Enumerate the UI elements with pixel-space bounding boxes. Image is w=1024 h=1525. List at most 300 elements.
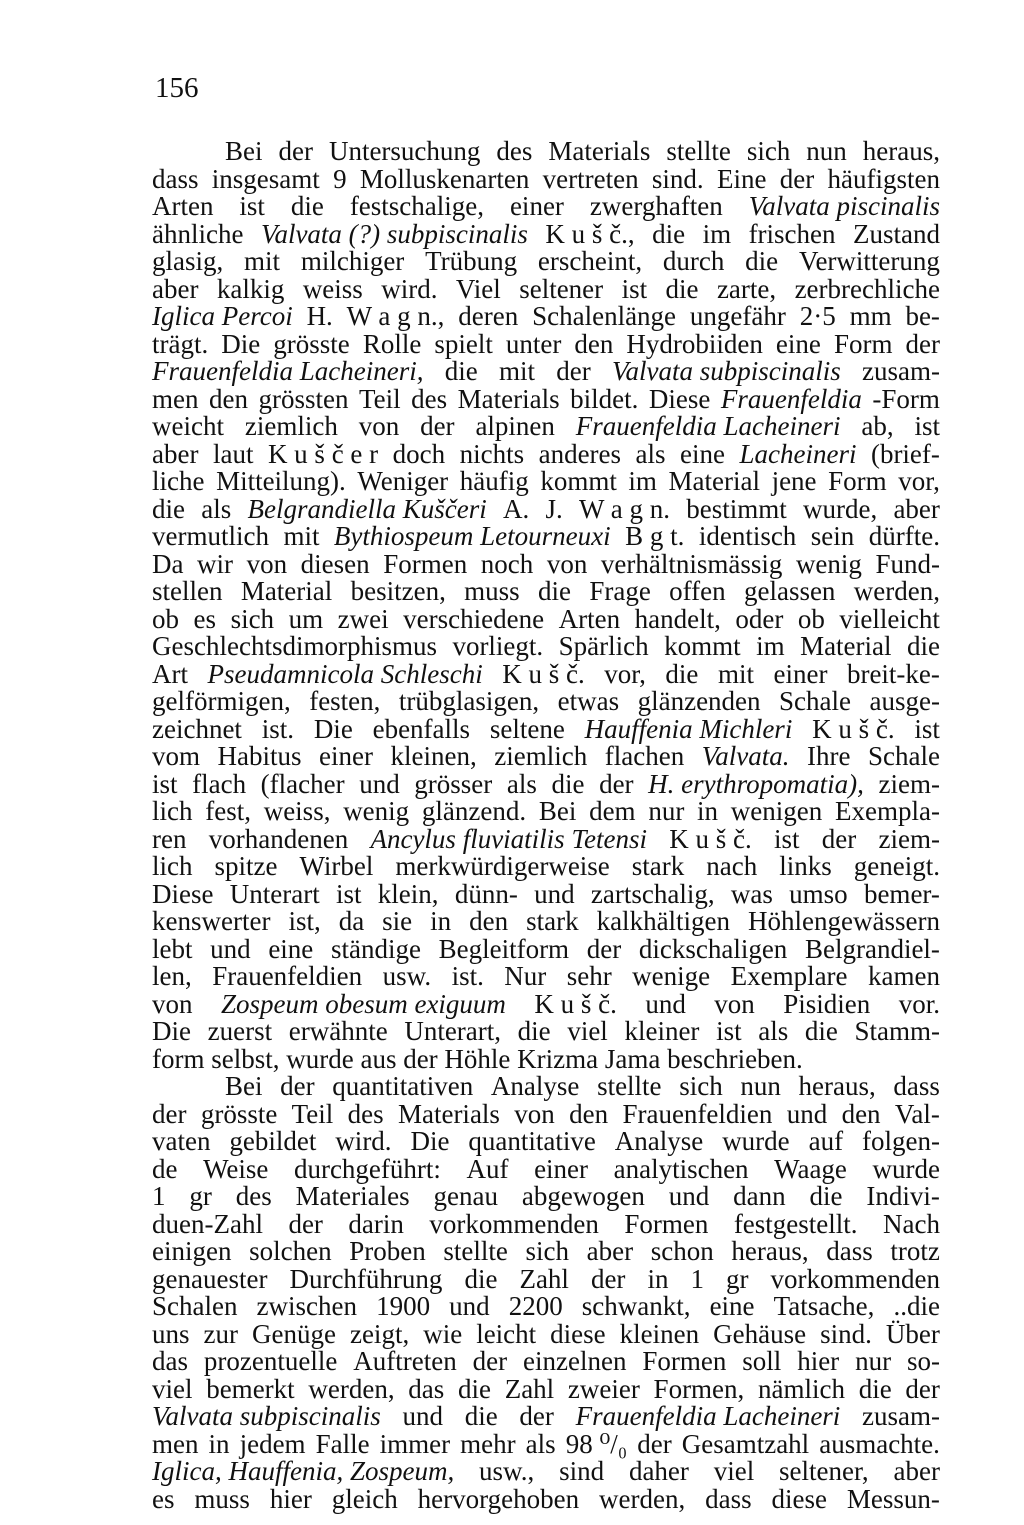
text-word: der (905, 1373, 940, 1404)
text-word: vom (152, 741, 201, 771)
text-word: werden, (598, 1483, 686, 1514)
text-word: den (574, 328, 614, 359)
text-word: mit (498, 356, 535, 386)
text-word: stark (631, 851, 685, 881)
text-word: Die (152, 1016, 191, 1046)
text-word: der (519, 1401, 554, 1431)
text-word: Gesamtzahl (681, 1428, 810, 1459)
text-word: Belgrandiel- (804, 933, 940, 964)
text-word: etwas (557, 686, 620, 716)
text-word: Zahl (519, 1263, 569, 1294)
text-word: ausge- (869, 686, 940, 716)
text-word: Höhlengewässern (748, 906, 940, 936)
text-word: W a g n. (578, 493, 670, 524)
text-word: werden, (853, 576, 940, 606)
italic-taxon-name: Zospeum obesum exiguum (220, 988, 506, 1019)
text-word: kalkhältigen (596, 906, 731, 936)
italic-taxon-name: Iglica, Hauffenia, Zospeum, (152, 1456, 455, 1486)
text-word: usw., (479, 1456, 535, 1486)
body-text (152, 138, 940, 1513)
text-word: vor. (898, 988, 940, 1019)
text-word: der (590, 1263, 626, 1294)
italic-taxon-name: Valvata subpiscinalis (612, 356, 841, 386)
text-word: hervorgehoben (417, 1483, 580, 1514)
text-word: duen-Zahl (152, 1208, 263, 1239)
text-word: len, (152, 961, 192, 991)
text-word: vorliegt. (452, 631, 544, 661)
text-word: von (152, 988, 193, 1019)
text-word: auf (808, 1126, 844, 1156)
text-word: ist. (261, 713, 295, 744)
text-line (152, 1403, 940, 1431)
text-word: ob (152, 603, 179, 634)
text-word: aber (893, 493, 940, 524)
text-word: der (821, 823, 857, 854)
text-line (152, 1208, 940, 1239)
text-word: sich (746, 136, 791, 166)
text-word: die (290, 191, 324, 221)
text-word: quantitative (468, 1126, 596, 1156)
text-word: Nur (504, 961, 547, 991)
text-word: Form (828, 466, 887, 496)
text-word: den (841, 1098, 881, 1129)
text-word: merkwürdigerweise (395, 851, 610, 881)
text-word: ren (152, 823, 187, 854)
text-word: ist (152, 768, 178, 799)
text-word: vertreten (542, 163, 639, 194)
text-line (152, 248, 940, 276)
text-word: kleinen, (390, 741, 477, 771)
text-line (152, 1458, 940, 1486)
text-word: wird. (335, 1126, 392, 1156)
text-word: deren (458, 301, 519, 331)
text-word: Frage (589, 576, 651, 606)
paragraph-first-line (152, 1073, 940, 1101)
text-word: Durchführung (289, 1263, 443, 1294)
text-word: Arten (558, 603, 621, 634)
italic-taxon-name: Bythiospeum Letourneuxi (333, 521, 611, 551)
text-word: der (280, 1071, 315, 1101)
text-word: kommt (664, 631, 741, 661)
text-word: Genüge (252, 1318, 336, 1349)
text-word: ausmachte. (819, 1428, 940, 1459)
text-word: die (804, 1016, 838, 1046)
italic-taxon-name: Iglica Percoi (152, 301, 293, 331)
text-word: Nach (883, 1208, 940, 1239)
text-word: einigen (152, 1236, 232, 1266)
text-word: grössten (258, 383, 349, 414)
text-word: dass (152, 163, 199, 194)
text-word: schwankt, (581, 1291, 691, 1321)
text-word: weicht (152, 411, 224, 441)
text-word: vorhandenen (208, 823, 349, 854)
text-word: von (514, 1098, 555, 1129)
text-word: Diese (152, 878, 214, 909)
text-line (152, 963, 940, 991)
text-word: sehr (566, 961, 612, 991)
text-word: zwischen (256, 1291, 358, 1321)
text-word: glänzend. (421, 796, 527, 826)
text-word: im (756, 631, 785, 661)
text-line (152, 1483, 940, 1514)
text-word: als (635, 438, 666, 469)
text-word: jene (771, 466, 817, 496)
text-word: ständige (330, 933, 421, 964)
text-word: es (193, 603, 217, 634)
text-word: muss (464, 576, 520, 606)
text-word: es (152, 1483, 175, 1514)
text-word: wie (423, 1318, 463, 1349)
text-word: 1900 (376, 1291, 431, 1321)
text-word: seltener (519, 273, 604, 304)
text-word: ist (336, 878, 362, 909)
text-word: anderes (538, 438, 622, 469)
text-word: weiss (302, 273, 363, 304)
text-line (152, 468, 940, 496)
text-word: Formen (624, 1208, 709, 1239)
text-word: soll (742, 1346, 782, 1376)
text-word: wenigen (730, 796, 823, 826)
text-word: Untersuchung (328, 136, 481, 166)
text-word: zartschalig, (590, 878, 715, 909)
text-word: zwei (337, 603, 389, 634)
text-line (152, 413, 940, 441)
text-word: sind. (651, 163, 704, 194)
text-line (152, 1128, 940, 1156)
text-word: grösser (414, 768, 493, 799)
text-word: ist (716, 1016, 742, 1046)
text-word: bemerkt (206, 1373, 295, 1404)
text-word: B g t. (625, 521, 685, 551)
text-word: der (152, 1098, 187, 1129)
text-word: geneigt. (853, 851, 940, 881)
text-word: und (210, 933, 251, 964)
italic-taxon-name: Frauenfeldia Lacheineri (575, 411, 841, 441)
text-word: dass (893, 1071, 940, 1101)
text-word: nämlich (758, 1373, 845, 1404)
text-word: Teil (291, 1098, 334, 1129)
text-word: Exempla- (835, 796, 940, 826)
text-word: nun (740, 1071, 781, 1101)
text-line (152, 713, 940, 744)
text-word: kleiner (624, 1016, 700, 1046)
text-word: Die (410, 1126, 450, 1156)
italic-taxon-name: Hauffenia Michleri (584, 713, 793, 744)
text-word: sich (525, 1236, 570, 1266)
text-word: durch (662, 246, 725, 276)
text-word: unter (505, 328, 562, 359)
text-word: Stamm- (854, 1016, 940, 1046)
text-word: umso (789, 878, 848, 909)
text-word: men (152, 1428, 199, 1459)
text-line (152, 273, 940, 304)
text-word: ziem- (878, 823, 940, 854)
text-word: ebenfalls (372, 713, 471, 744)
text-word: sich (230, 603, 275, 634)
text-word: (flacher (260, 768, 345, 799)
text-word: Trübung (425, 246, 518, 276)
text-word: Schalen (152, 1291, 238, 1321)
text-word: sie (382, 906, 413, 936)
text-word: um (288, 603, 324, 634)
text-word: zeigt, (349, 1318, 410, 1349)
text-word: Rolle (362, 328, 422, 359)
text-word: Art (152, 658, 188, 689)
text-word: stellte (666, 136, 731, 166)
text-word: seltene (489, 713, 565, 744)
text-word: Fund- (875, 548, 940, 579)
text-word: Form (833, 328, 893, 359)
text-word: K u š č. (534, 988, 617, 1019)
text-word: Die (313, 713, 353, 744)
text-word: aber (893, 1456, 940, 1486)
text-word: wir (197, 548, 234, 579)
text-word: in (208, 1428, 230, 1459)
text-word: der (556, 356, 591, 386)
text-word: spielt (434, 328, 493, 359)
text-word: Zahl (504, 1373, 555, 1404)
text-line (152, 768, 940, 799)
text-word: da (338, 906, 365, 936)
text-line (152, 303, 940, 331)
text-word: die (745, 246, 779, 276)
text-word: dem (589, 796, 636, 826)
text-word: heraus, (731, 1236, 809, 1266)
text-word: Auftreten (353, 1346, 457, 1376)
text-line (152, 493, 940, 524)
text-word: Frauenfeldien (622, 1098, 773, 1129)
text-word: stellen (152, 576, 223, 606)
text-word: lebt (152, 933, 193, 964)
text-word: handelt, (634, 603, 721, 634)
text-line (152, 438, 940, 469)
text-word: der (637, 1428, 672, 1459)
text-word: ist (239, 191, 265, 221)
text-word: Teil (359, 383, 401, 414)
text-word: lich (152, 851, 193, 881)
text-word: als (506, 768, 537, 799)
text-word: offen (669, 576, 726, 606)
text-word: die (809, 1181, 843, 1211)
text-word: Weniger (357, 466, 449, 496)
text-word: K u š č. (502, 658, 585, 689)
text-word: erscheint, (537, 246, 643, 276)
text-word: einer (773, 658, 828, 689)
text-word: Material (668, 466, 760, 496)
text-word: das (408, 1373, 445, 1404)
text-word: Exemplare (730, 961, 848, 991)
text-word: wenig (795, 548, 862, 579)
text-word: Bei (225, 136, 263, 166)
text-word: die (538, 576, 572, 606)
text-word: Bei (225, 1071, 263, 1101)
italic-taxon-name: Valvata subpiscinalis (152, 1401, 381, 1431)
text-word: viel (152, 1373, 193, 1404)
text-word: die (464, 1263, 498, 1294)
text-word: Ihre (807, 741, 851, 771)
text-word: Über (885, 1318, 940, 1349)
text-line (152, 1153, 940, 1184)
text-word: Die (221, 328, 261, 359)
text-word: kenswerter (152, 906, 271, 936)
page-number: 156 (155, 72, 199, 104)
text-word: nichts (459, 438, 525, 469)
text-word: ungefähr (689, 301, 786, 331)
text-word: und (402, 1401, 443, 1431)
text-word: fest, (205, 796, 251, 826)
text-word: mit (283, 521, 320, 551)
text-word: sind (559, 1456, 605, 1486)
text-word: muss (194, 1483, 250, 1514)
text-word: nur (648, 796, 685, 826)
text-word: festgestellt. (733, 1208, 858, 1239)
text-word: festen, (309, 686, 381, 716)
text-word: heraus, (798, 1071, 876, 1101)
text-word: mit (717, 658, 754, 689)
text-word: Analyse (614, 1126, 704, 1156)
text-word: genauester (152, 1263, 268, 1294)
text-word: wenige (632, 961, 711, 991)
text-word: trägt. (152, 328, 209, 359)
text-word: dass (705, 1483, 752, 1514)
text-word: Schale (779, 686, 851, 716)
text-word: gr (726, 1263, 749, 1294)
text-word: Habitus (217, 741, 302, 771)
text-word: aber (586, 1236, 634, 1266)
text-word: Weise (203, 1153, 269, 1184)
text-word: aber (152, 438, 199, 469)
text-word: Materiales (295, 1181, 410, 1211)
text-word: Viel (455, 273, 501, 304)
text-line (152, 1098, 940, 1129)
text-word: dürfte. (868, 521, 940, 551)
text-line (152, 193, 940, 221)
text-word: H. (306, 301, 333, 331)
text-line (152, 798, 940, 826)
text-word: klein, (377, 878, 439, 909)
text-word: identisch (698, 521, 797, 551)
text-word: als (758, 1016, 789, 1046)
text-word: und (449, 1291, 490, 1321)
text-word: K u š č., (545, 218, 635, 249)
text-line (152, 908, 940, 936)
text-word: trotz (890, 1236, 940, 1266)
text-word: ..die (893, 1291, 940, 1321)
text-word: links (779, 851, 832, 881)
paragraph-first-line (152, 138, 940, 166)
text-word: die (665, 658, 699, 689)
text-word: ist, (288, 906, 321, 936)
text-line (152, 328, 940, 359)
text-word: seltener, (779, 1456, 869, 1486)
text-line (152, 383, 940, 414)
text-word: ist (914, 411, 940, 441)
text-word: und (786, 1098, 828, 1129)
text-word: Frauenfeldien (212, 961, 363, 991)
text-word: dünn- (454, 878, 518, 909)
text-word: vorkommenden (770, 1263, 940, 1294)
text-word: die (551, 768, 585, 799)
text-line (152, 933, 940, 964)
text-word: oder (735, 603, 784, 634)
text-word: heraus, (862, 136, 940, 166)
text-line (152, 1293, 940, 1321)
text-word: milchiger (300, 246, 405, 276)
text-word: verschiedene (403, 603, 545, 634)
text-word: in (697, 796, 719, 826)
text-word: gelassen (743, 576, 836, 606)
text-word: 9 (333, 163, 347, 194)
text-word: Eine (716, 163, 767, 194)
text-word: viel (713, 1456, 755, 1486)
text-word: die (907, 631, 940, 661)
text-word: doch (392, 438, 446, 469)
text-word: sich (679, 1071, 723, 1101)
text-word: grösste (200, 1098, 278, 1129)
text-word: zwerghaften (589, 191, 723, 221)
text-line (152, 1373, 940, 1404)
text-word: gleich (331, 1483, 398, 1514)
text-word: uns (152, 1318, 190, 1349)
text-word: Formen (642, 1346, 727, 1376)
text-word: nur (855, 1346, 892, 1376)
text-word: die (152, 493, 185, 524)
text-line (152, 1238, 940, 1266)
text-word: vor, (604, 658, 646, 689)
text-word: vorkommenden (429, 1208, 599, 1239)
text-word: aber (152, 273, 199, 304)
text-word: festschalige, (349, 191, 485, 221)
text-word: Spärlich (558, 631, 649, 661)
text-word: gelförmigen, (152, 686, 291, 716)
text-word: nun (806, 136, 847, 166)
text-word: der (779, 163, 815, 194)
text-word: hier (269, 1483, 312, 1514)
text-word: eine (709, 1291, 755, 1321)
text-word: (brief- (870, 438, 940, 469)
text-word: häufigsten (827, 163, 940, 194)
text-word: gr (189, 1181, 212, 1211)
text-word: und (645, 988, 686, 1019)
text-word: die (458, 1373, 491, 1404)
text-word: stellte (443, 1236, 508, 1266)
text-word: der (599, 768, 634, 799)
text-word: diesen (300, 548, 370, 579)
text-line (152, 743, 940, 771)
text-word: K u š č e r (267, 438, 379, 469)
text-word: im (702, 218, 732, 249)
italic-taxon-name: Frauenfeldia Lacheineri (575, 1401, 841, 1431)
text-word: des (411, 383, 448, 414)
text-word: immer (379, 1428, 451, 1459)
text-word: einer (319, 741, 374, 771)
text-word: stellte (597, 1071, 662, 1101)
text-word: der (420, 411, 455, 441)
italic-taxon-name: H. erythropomatia), (648, 768, 864, 799)
text-line (152, 878, 940, 909)
text-word: zerbrechliche (794, 273, 940, 304)
text-word: Analyse (490, 1071, 580, 1101)
text-word: besitzen, (350, 576, 446, 606)
text-word: ist. (451, 961, 484, 991)
text-word: kamen (868, 961, 940, 991)
italic-taxon-name: Lacheineri (739, 438, 857, 469)
text-line (152, 1263, 940, 1294)
text-line (152, 988, 940, 1019)
text-word: das (152, 1346, 188, 1376)
text-word: einzelnen (523, 1346, 627, 1376)
text-word: wird. (381, 273, 438, 304)
